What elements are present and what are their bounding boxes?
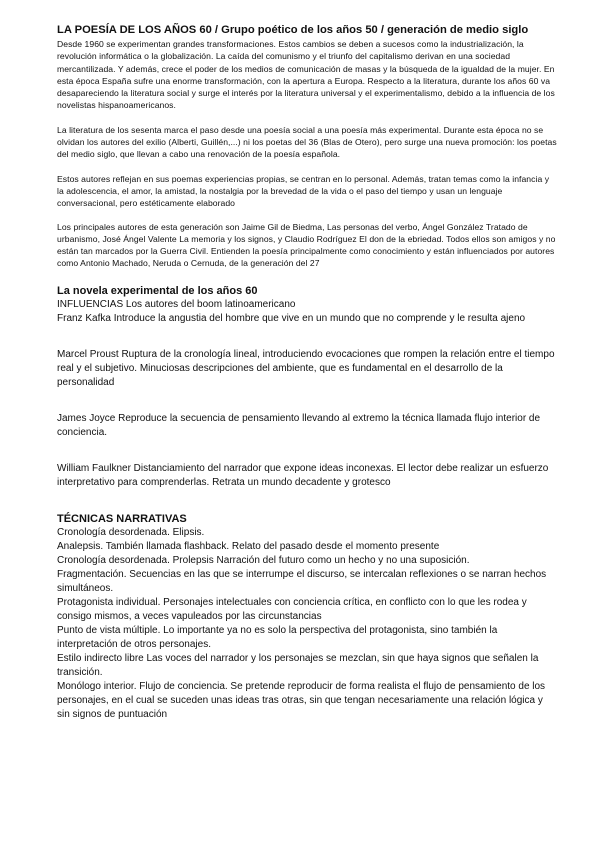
poetry-paragraph: La literatura de los sesenta marca el paso desde una poesía social a una poesía más experimental. Durante esta época no se olvidan los autores del exilio (Alberti, Guillén,...) ni los poetas del 36 (Blas de Otero), pero surge una nueva promoción: los poetas del medio siglo, que llevan a cabo una renovación de la poesía española. [57,124,557,160]
technique-item: Analepsis. También llamada flashback. Relato del pasado desde el momento presente [57,540,440,552]
poetry-paragraph: Estos autores reflejan en sus poemas experiencias propias, se centran en lo personal. Además, tratan temas como la infancia y la adolescencia, el amor, la amistad, la nostalgia por la brevedad de la vida o el paso del tiempo y usan un lenguaje conversacional, pero estéticamente elaborado [57,173,550,209]
technique-item: Fragmentación. Secuencias en las que se interrumpe el discurso, se intercalan reflexiones o se narran hechos simultáneos. [57,568,547,594]
novel-authors [57,312,557,490]
influences-line: INFLUENCIAS Los autores del boom latinoamericano [57,298,296,310]
techniques-list [57,526,557,722]
technique-item: Monólogo interior. Flujo de conciencia. Se pretende reproducir de forma realista el flujo de pensamiento de los personajes, en el cual se suceden unas ideas tras otras, sin que tengan necesariamente una relación lógica y sin signos de puntuación [57,680,546,720]
novel-heading: La novela experimental de los años 60 [57,284,258,297]
document-title: LA POESÍA DE LOS AÑOS 60 / Grupo poético de los años 50 / generación de medio siglo [57,24,529,36]
technique-item: Estilo indirecto libre Las voces del narrador y los personajes se mezclan, sin que haya signos que señalen la transición. [57,652,539,678]
author-paragraph: Marcel Proust Ruptura de la cronología lineal, introduciendo evocaciones que rompen la relación entre el tiempo real y el subjetivo. Minuciosas descripciones del ambiente, que es fundamental en el desarrollo de la personalidad [57,348,555,388]
poetry-paragraph: Desde 1960 se experimentan grandes transformaciones. Estos cambios se deben a sucesos como la industrialización, la revolución informática o la globalización. La caída del comunismo y el triunfo del capitalismo derivan en una sociedad mercantilizada. Y además, crece el poder de los medios de comunicación de masas y la búsqueda de la igualdad de la mujer. En esta época España sufre una enorme transformación, con la apertura a Europa. Respecto a la literatura, durante los años 60 va desapareciendo la literatura social y surge el interés por la literatura universal y el experimentalismo, debido a la influencia de los novelistas hispanoamericanos. [57,39,555,111]
poetry-section [57,38,557,270]
document-page [57,24,557,722]
poetry-paragraph: Los principales autores de esta generación son Jaime Gil de Biedma, Las personas del verbo, Ángel González Tratado de urbanismo, José Ángel Valente La memoria y los signos, y Claudio Rodríguez El don de la ebriedad. Todos ellos son amigos y no están tan marcados por la Guerra Civil. Entienden la poesía principalmente como conocimiento y están influenciados por autores como Antonio Machado, Neruda o Cernuda, de la generación del 27 [57,221,556,269]
author-paragraph: Franz Kafka Introduce la angustia del hombre que vive en un mundo que no comprende y le resulta ajeno [57,312,526,324]
technique-item: Cronología desordenada. Elipsis. [57,526,205,538]
author-paragraph: James Joyce Reproduce la secuencia de pensamiento llevando al extremo la técnica llamada flujo interior de conciencia. [57,412,541,438]
technique-item: Cronología desordenada. Prolepsis Narración del futuro como un hecho y no una suposición. [57,554,470,566]
technique-item: Punto de vista múltiple. Lo importante ya no es solo la perspectiva del protagonista, sino también la interpretación de otros personajes. [57,624,498,650]
techniques-heading: TÉCNICAS NARRATIVAS [57,512,187,525]
author-paragraph: William Faulkner Distanciamiento del narrador que expone ideas inconexas. El lector debe realizar un esfuerzo interpretativo para comprenderlas. Retrata un mundo decadente y grotesco [57,462,549,488]
technique-item: Protagonista individual. Personajes intelectuales con conciencia crítica, en conflicto con lo que les rodea y consigo mismos, a veces vapuleados por las circunstancias [57,596,527,622]
